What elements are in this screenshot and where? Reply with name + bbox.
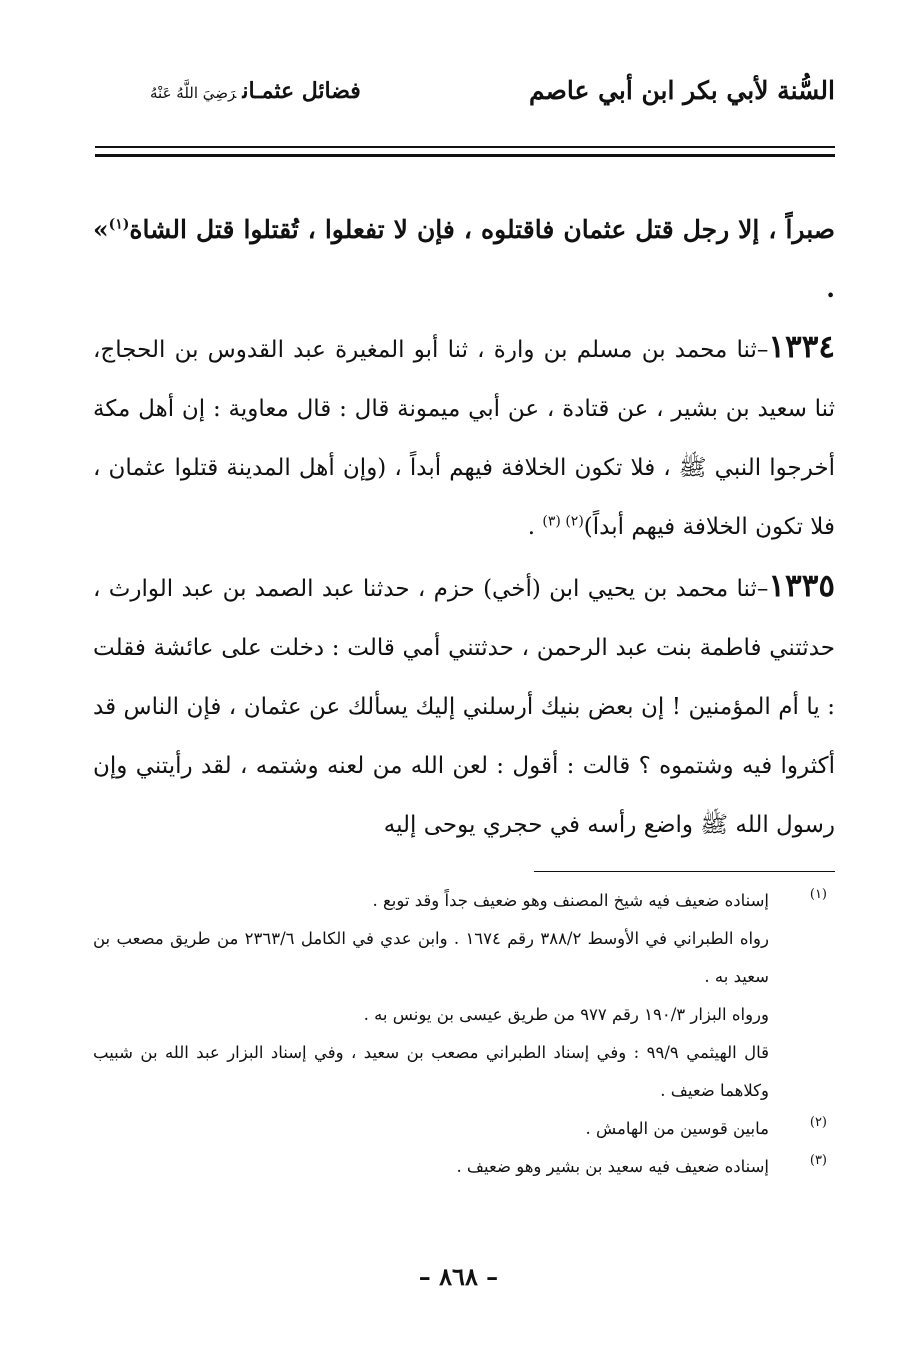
hadith-text: –ثنا محمد بن يحيي ابن (أخي) حزم ، حدثنا عبد الصمد بن عبد الوارث ، حدثتني فاطمة بنت عبد الرحمن ، حدثتني أمي قالت : دخلت على عائشة فقلت : يا أم المؤمنين ! إن بعض بنيك أرسلني إليك يسألك عن عثمان ، فإن الناس قد أكثروا فيه وشتموه ؟ قالت : أقول : لعن الله من لعنه وشتمه ، لقد رأيتني وإن رسول الله ﷺ واضع رأسه في حجري يوحى إليه: [93, 576, 835, 838]
footnote-line: [93, 882, 829, 920]
honorific-glyph: رَضِيَ اللَّهُ عَنْهُ: [150, 84, 237, 102]
footnote-2: [93, 1110, 829, 1148]
footnote-separator: [534, 871, 835, 872]
hadith-number: ١٣٣٤: [768, 329, 835, 365]
header-rule-thick: [95, 154, 835, 157]
footnote-text: إسناده ضعيف فيه شيخ المصنف وهو ضعيف جداً وقد توبع .: [372, 891, 769, 910]
section-title: [150, 78, 361, 104]
footnote-line: قال الهيثمي ٩٩/٩ : وفي إسناد الطبراني مصعب بن سعيد ، وفي إسناد البزار عبد الله بن شبيب وكلاهما ضعيف .: [93, 1043, 769, 1100]
intro-paragraph: [93, 200, 835, 318]
footnote-marker: (١): [809, 887, 827, 902]
footnote-text: إسناده ضعيف فيه سعيد بن بشير وهو ضعيف .: [456, 1157, 769, 1176]
footnotes: [93, 882, 829, 1186]
hadith-number: ١٣٣٥: [768, 568, 835, 604]
footnote-line: ورواه البزار ١٩٠/٣ رقم ٩٧٧ من طريق عيسى بن يونس به .: [363, 1005, 769, 1024]
header-rule-thin: [95, 146, 835, 148]
footnote-ref-2-3[interactable]: (٢) (٣): [542, 513, 584, 530]
section-title-text: فضائل عثمـان: [242, 78, 361, 104]
intro-text: صبراً ، إلا رجل قتل عثمان فاقتلوه ، فإن لا تفعلوا ، تُقتلوا قتل الشاة: [129, 215, 835, 244]
footnote-line: [93, 1148, 829, 1186]
page-number: – ٨٦٨ –: [418, 1262, 499, 1291]
running-header: [150, 72, 835, 116]
hadith-1335: [93, 557, 835, 855]
footnote-marker: (٣): [809, 1153, 827, 1168]
footnote-3: [93, 1148, 829, 1186]
footnote-line: رواه الطبراني في الأوسط ٣٨٨/٢ رقم ١٦٧٤ . وابن عدي في الكامل ٢٣٦٣/٦ من طريق مصعب بن سعيد به .: [93, 929, 769, 986]
intro-end: » .: [93, 215, 835, 303]
footnote-text: مابين قوسين من الهامش .: [585, 1119, 769, 1138]
hadith-text: –ثنا محمد بن مسلم بن وارة ، ثنا أبو المغيرة عبد القدوس بن الحجاج، ثنا سعيد بن بشير ، عن قتادة ، عن أبي ميمونة قال : قال معاوية : إن أهل مكة أخرجوا النبي ﷺ ، فلا تكون الخلافة فيهم أبداً ، (وإن أهل المدينة قتلوا عثمان ، فلا تكون الخلافة فيهم أبداً): [93, 337, 835, 540]
book-title: السُّنة لأبي بكر ابن أبي عاصم: [528, 76, 835, 105]
main-text: [93, 200, 835, 855]
hadith-end: .: [527, 514, 543, 540]
footnote-marker: (٢): [809, 1115, 827, 1130]
footnote-ref-1[interactable]: (١): [108, 216, 130, 233]
footnote-line: [93, 1110, 829, 1148]
hadith-1334: [93, 318, 835, 557]
footnote-1: [93, 882, 829, 1110]
